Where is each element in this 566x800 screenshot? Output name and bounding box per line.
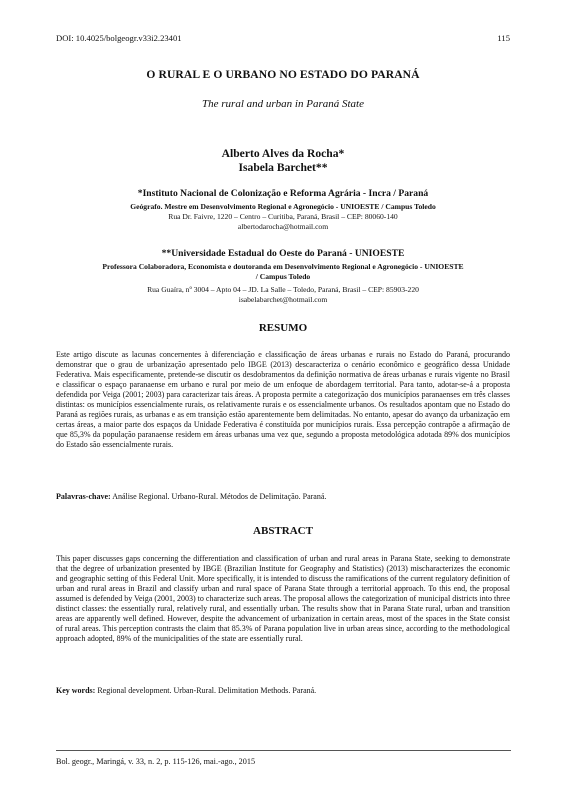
affiliation-1-email[interactable]: albertodarocha@hotmail.com [237, 222, 329, 231]
article-title: O RURAL E O URBANO NO ESTADO DO PARANÁ [146, 68, 420, 81]
running-header [56, 33, 510, 43]
article-subtitle: The rural and urban in Paraná State [202, 98, 364, 110]
abstract-keywords-label: Key words: [56, 686, 96, 695]
resumo-keywords-label: Palavras-chave: [56, 492, 111, 501]
author-2: Isabela Barchet** [238, 161, 328, 174]
abstract-keywords [56, 686, 510, 695]
affiliation-2 [40, 248, 526, 305]
doi-text[interactable]: DOI: 10.4025/bolgeogr.v33i2.23401 [56, 33, 182, 43]
author-1: Alberto Alves da Rocha* [221, 147, 345, 160]
affiliation-2-role-cont: / Campus Toledo [255, 272, 311, 281]
journal-footer: Bol. geogr., Maringá, v. 33, n. 2, p. 115-126, mai.-ago., 2015 [56, 757, 256, 766]
affiliation-1-address: Rua Dr. Faivre, 1220 – Centro – Curitiba, Paraná, Brasil – CEP: 80060-140 [168, 212, 398, 221]
footer-divider [56, 750, 511, 751]
abstract-heading: ABSTRACT [253, 525, 313, 537]
page-number: 115 [497, 33, 510, 43]
abstract-keywords-text: Regional development. Urban-Rural. Delimitation Methods. Paraná. [97, 686, 317, 695]
affiliation-2-role: Professora Colaboradora, Economista e doutoranda em Desenvolvimento Regional e Agronegócio - UNIOESTE [102, 262, 464, 271]
affiliation-2-institution: **Universidade Estadual do Oeste do Paraná - UNIOESTE [161, 248, 405, 259]
affiliation-1-role: Geógrafo. Mestre em Desenvolvimento Regional e Agronegócio - UNIOESTE / Campus Toledo [130, 202, 436, 211]
resumo-text: Este artigo discute as lacunas concernentes à diferenciação e classificação de áreas urbanas e rurais no Estado do Paraná, procurando demonstrar que o grau de urbanização apresentado pelo IBGE (2013) descaracteriza o cenário econômico e geográfico dessa Unidade Federativa. Mais especificamente, pretende-se discutir os desdobramentos da definição normativa de áreas urbanas e rurais vigente no Brasil e classificar o espaço paranaense em urbano e rural por meio de um enfoque de abordagem territorial. Para tanto, adotar-se-á a proposta defendida por Veiga (2001; 2003) para caracterizar tais áreas. A proposta permite a categorização dos municípios paranaenses em três classes distintas: os municípios essencialmente rurais, os relativamente rurais e os essencialmente urbanos. Os resultados apontam que no Estado do Paraná as regiões rurais, as urbanas e as em transição estão aparentemente bem delimitadas. No entanto, apesar do avanço da urbanização em certas áreas, a maior parte dos espaços da Unidade Federativa é constituída por municípios rurais. Essa percepção contrapõe a afirmação de que 85,3% da população paranaense residem em áreas urbanas uma vez que, segundo a proposta metodológica adotada 89% dos municípios do Estado são essencialmente rurais. [56, 350, 510, 450]
affiliation-2-address: Rua Guaíra, nº 3004 – Apto 04 – JD. La Salle – Toledo, Paraná, Brasil – CEP: 85903-220 [147, 285, 419, 294]
abstract-text: This paper discusses gaps concerning the differentiation and classification of urban and rural areas in Parana State, seeking to demonstrate that the degree of urbanization presented by IBGE (Brazilian Institute for Geography and Statistics) (2013) mischaracterizes the economic and geographic setting of this Federal Unit. More specifically, it is intended to discuss the ramifications of the current regulatory definition of urban and rural areas in Brazil and classify urban and rural space of Parana State through a territorial approach. To this end, the proposal assumed is defended by Veiga (2001, 2003) to characterize such areas. The proposal allows the categorization of municipal districts into three distinct classes: the essentially rural, relatively rural, and essentially urban. The results show that in Parana State rural, urban and transition areas are apparently well defined. However, despite the advancement of urbanization in certain areas, most of the spaces in the State consist of rural areas. This perception contrasts the claim that 85.3% of Parana population live in urban areas since, according to the methodological approach adopted, 89% of the municipalities of the state are essentially rural. [56, 554, 510, 644]
resumo-keywords [56, 492, 510, 501]
affiliation-1 [40, 188, 526, 232]
resumo-keywords-text: Análise Regional. Urbano-Rural. Métodos de Delimitação. Paraná. [112, 492, 327, 501]
affiliation-1-institution: *Instituto Nacional de Colonização e Reforma Agrária - Incra / Paraná [137, 188, 429, 199]
affiliation-2-email[interactable]: isabelabarchet@hotmail.com [238, 295, 328, 304]
resumo-heading: RESUMO [258, 322, 308, 334]
